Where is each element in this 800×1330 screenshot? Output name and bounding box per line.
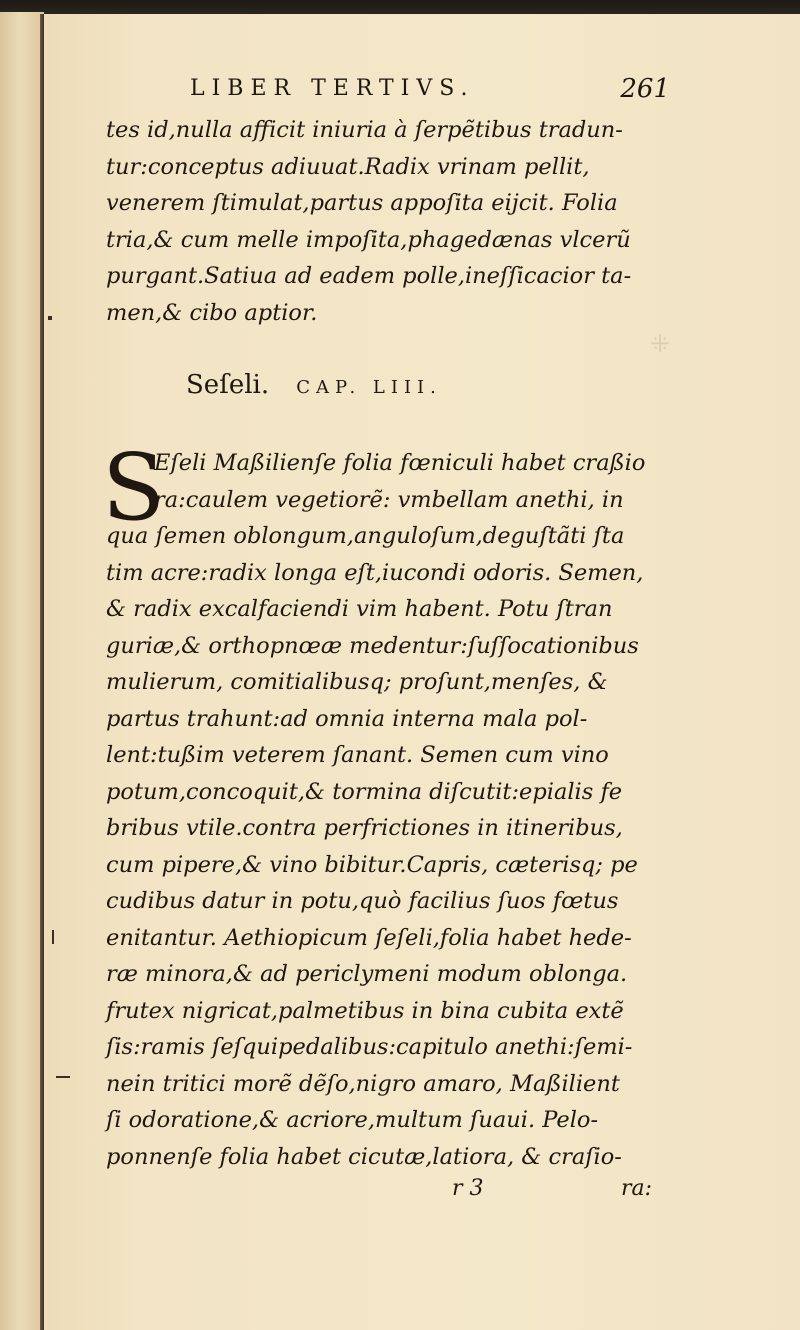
text-line: frutex nigricat,palmetibus in bina cubita extẽ [106,997,624,1024]
text-line: men,& cibo aptior. [106,299,318,326]
text-line: enitantur. Aethiopicum ſeſeli,folia habet hede- [106,924,632,951]
text-line: ſi odoratione,& acriore,multum ſuaui. Pelo- [106,1107,599,1133]
signature-mark: r 3 [452,1176,484,1201]
chapter-title: Seſeli. [186,370,270,400]
chapter-body [106,445,658,1175]
chapter-number: CAP. LIII. [296,377,442,398]
text-line: ſis:ramis ſeſquipedalibus:capitulo anethi:ſemi- [106,1034,633,1060]
previous-chapter-text [106,112,658,331]
text-line: qua ſemen oblongum,anguloſum,deguſtãti ſta [106,523,625,549]
text-line: tur:conceptus adiuuat.Radix vrinam pellit, [106,153,590,180]
margin-mark [52,930,54,944]
text-line: lent:tußim veterem ſanant. Semen cum vino [106,742,609,768]
margin-mark [48,316,52,320]
previous-page-edge [0,12,44,1330]
text-line: nein tritici morẽ dẽſo,nigro amaro, Maßilient [106,1070,620,1097]
catchword: ra: [620,1176,652,1201]
drop-capital: S [102,434,166,541]
chapter-heading [186,370,442,400]
text-line: & radix excalfaciendi vim habent. Potu ſtran [106,596,613,622]
running-title: LIBER TERTIVS. [190,76,475,101]
show-through: ⁜ [650,330,671,358]
text-line: ræ minora,& ad periclymeni modum oblonga. [106,961,628,987]
text-line: tes id,nulla afficit iniuria à ſerpẽtibus tradun- [106,117,623,143]
text-line: ra:caulem vegetiorẽ: vmbellam anethi, in [154,486,624,513]
running-header [190,74,680,110]
text-line: partus trahunt:ad omnia interna mala pol- [106,705,588,732]
text-line: tim acre:radix longa eſt,iucondi odoris. Semen, [106,559,644,586]
text-line: ponnenſe folia habet cicutæ,latiora, & craſio- [106,1143,622,1170]
text-line: potum,concoquit,& tormina diſcutit:epialis fe [106,778,623,805]
text-line: mulierum, comitialibusq; proſunt,menſes, & [106,669,608,695]
text-line: Eſeli Maßilienſe folia fœniculi habet craßio [154,450,646,476]
text-line: bribus vtile.contra perfrictiones in itineribus, [106,815,623,841]
text-line: purgant.Satiua ad eadem polle,ineſſicacior ta- [106,263,632,289]
text-line: tria,& cum melle impoſita,phagedænas vlcerũ [106,226,631,253]
text-line: cudibus datur in potu,quò facilius ſuos fœtus [106,888,619,914]
page-number: 261 [620,74,670,104]
margin-mark [56,1076,70,1078]
text-line: guriæ,& orthopnœæ medentur:ſuſſocationibus [106,632,639,659]
text-line: cum pipere,& vino bibitur.Capris, cæterisq; pe [106,851,638,878]
text-line: venerem ſtimulat,partus appoſita eijcit. Folia [106,190,618,216]
